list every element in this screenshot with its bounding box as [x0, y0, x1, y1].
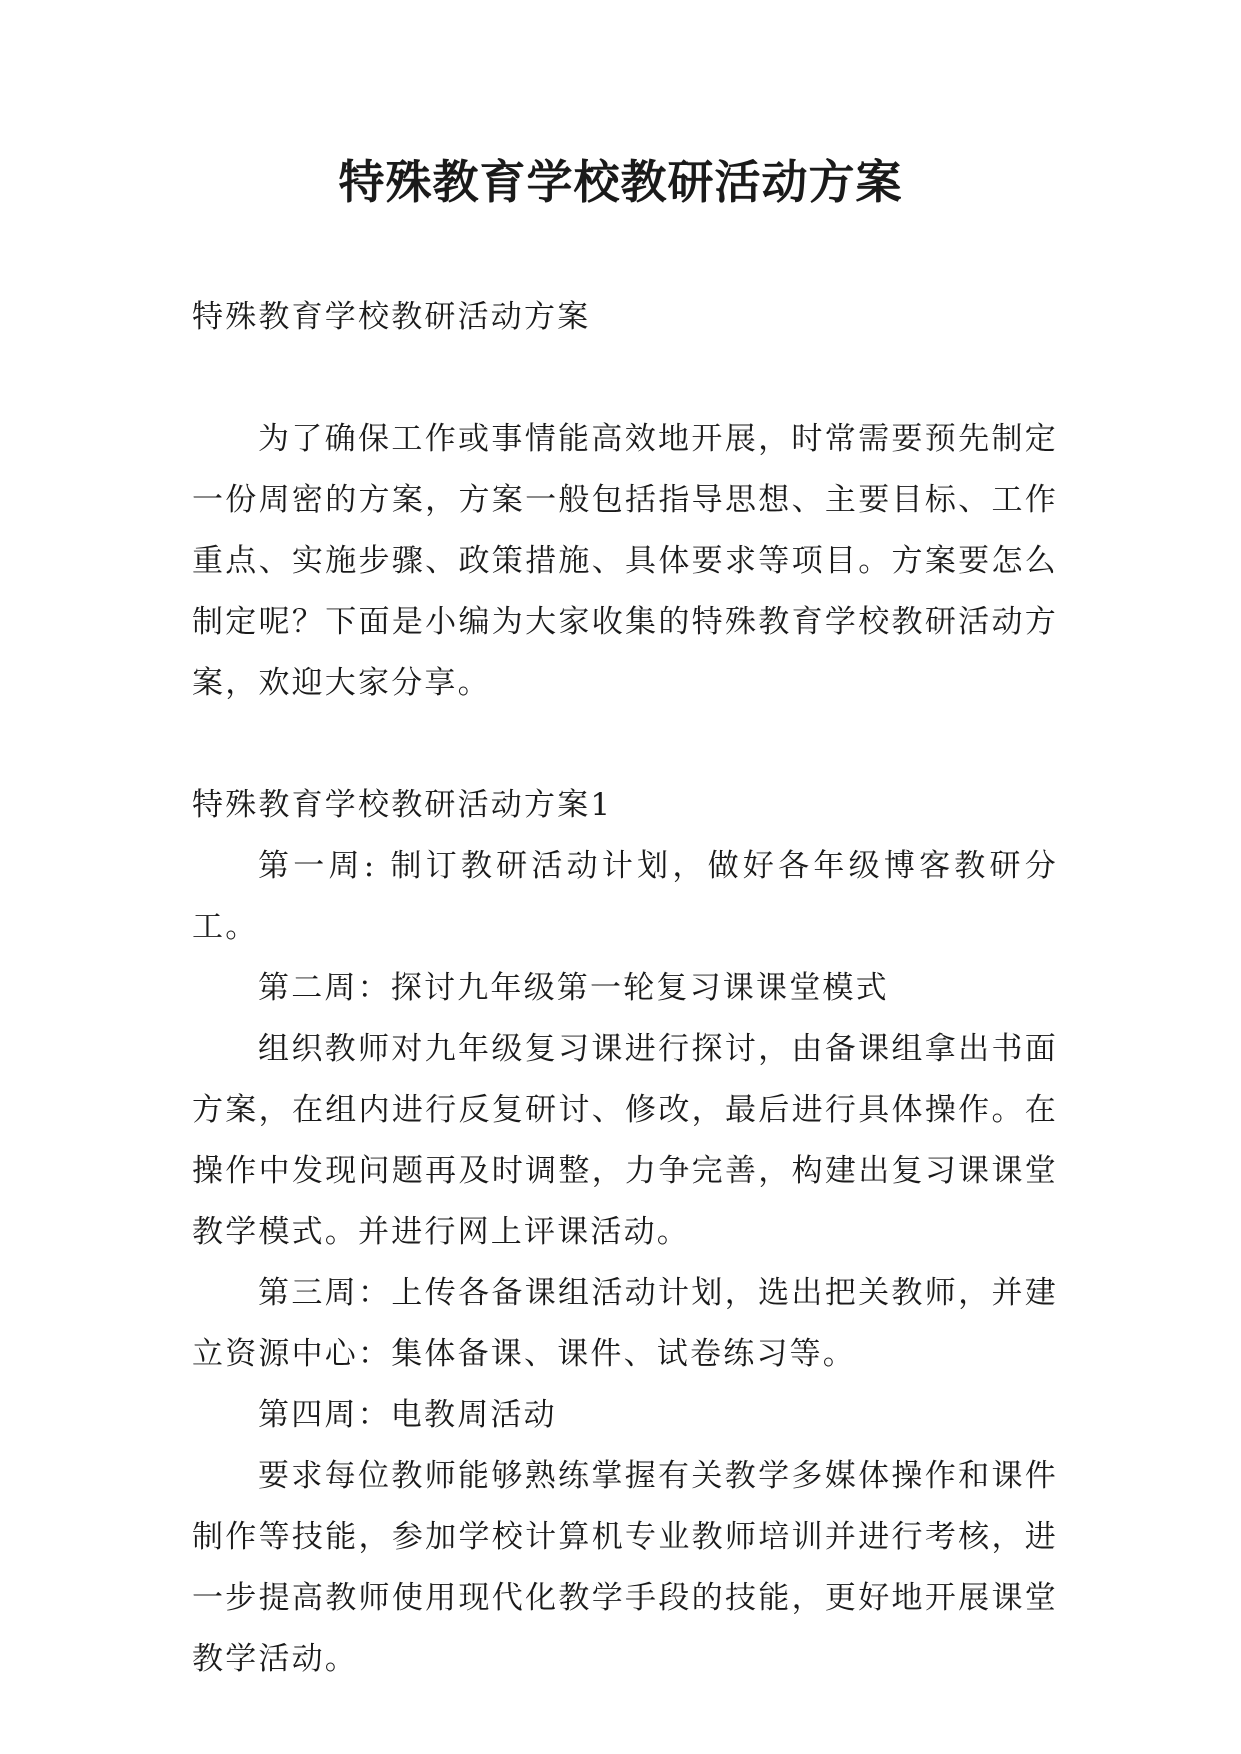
week-two-paragraph: 组织教师对九年级复习课进行探讨，由备课组拿出书面方案，在组内进行反复研讨、修改，最后进行具体操作。在操作中发现问题再及时调整，力争完善，构建出复习课课堂教学模式。并进行网上评课活动。: [192, 1031, 1058, 1250]
section-heading: 特殊教育学校教研活动方案1: [192, 787, 613, 823]
week-four-paragraph: 要求每位教师能够熟练掌握有关教学多媒体操作和课件制作等技能，参加学校计算机专业教师培训并进行考核，进一步提高教师使用现代化教学手段的技能，更好地开展课堂教学活动。: [192, 1458, 1058, 1677]
subtitle-line: 特殊教育学校教研活动方案: [192, 299, 591, 335]
paragraph-gap: [192, 348, 1058, 409]
week-two-heading: 第二周：探讨九年级第一轮复习课课堂模式: [258, 970, 889, 1006]
week-three-paragraph: 第三周：上传各备课组活动计划，选出把关教师，并建立资源中心：集体备课、课件、试卷练习等。: [192, 1275, 1058, 1372]
week-one-paragraph: 第一周: 制订教研活动计划，做好各年级博客教研分工。: [192, 848, 1058, 945]
document-title: 特殊教育学校教研活动方案: [338, 155, 903, 209]
document-body: [192, 287, 1058, 1690]
intro-paragraph: 为了确保工作或事情能高效地开展，时常需要预先制定一份周密的方案，方案一般包括指导思想、主要目标、工作重点、实施步骤、政策措施、具体要求等项目。方案要怎么制定呢？下面是小编为大家收集的特殊教育学校教研活动方案，欢迎大家分享。: [192, 421, 1058, 701]
week-four-heading: 第四周：电教周活动: [258, 1397, 557, 1433]
paragraph-gap: [192, 714, 1058, 775]
